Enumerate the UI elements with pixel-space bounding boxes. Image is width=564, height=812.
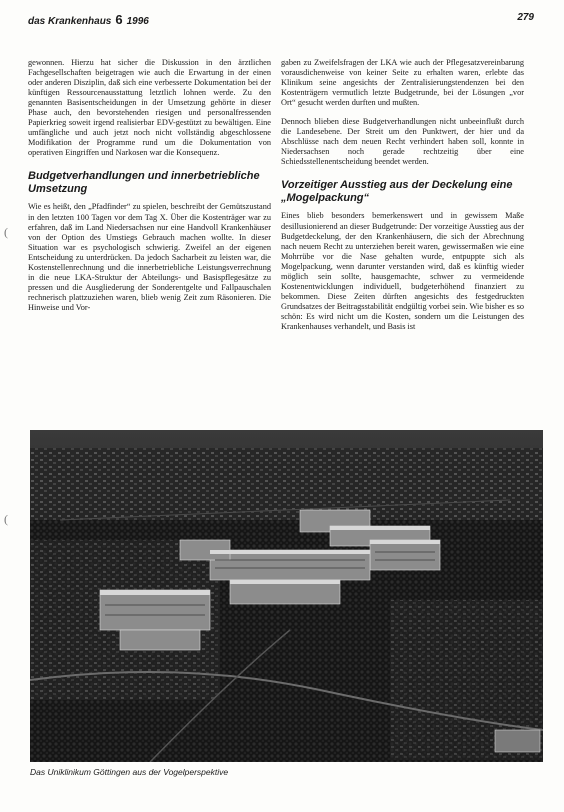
- issue-number: 6: [115, 12, 123, 27]
- issue-year: 1996: [126, 16, 149, 27]
- right-paragraph-3: Eines blieb besonders bemerkenswert und in gewissem Maße desillusionierend an dieser Budgetrunde: Der vorzeitige Ausstieg aus der Budgetdeckelung, der den Krankenhäusern, die sich der Abrechnung nach neuem Recht zu unterziehen bereit waren, gewissermaßen wie eine Mohrrübe vor die Nase gehalten wurde, entpuppte sich als Mogelpackung, wenn darunter verstanden wird, daß es künftig wieder möglich sein sollte, hausgemachte, schwer zu vermeidende Kostenentwicklungen individuell, budgeterhöhend finanziert zu bekommen. Diese Zeiten dürften angesichts des festgedruckten Grundsatzes der Beitragsstabilität endgültig vorbei sein. Wie bisher es so schön: Es wird nicht um die Kosten, sondern um die Leistungen des Krankenhauses verhandelt, und Basis ist: [281, 211, 524, 331]
- aerial-photo: [30, 430, 543, 762]
- journal-title: das Krankenhaus: [28, 16, 112, 27]
- photo-caption: Das Uniklinikum Göttingen aus der Vogelperspektive: [30, 767, 229, 777]
- left-paragraph-2: Wie es heißt, den „Pfadfinder“ zu spielen, beschreibt der Gemütszustand in den letzten 100 Tagen vor dem Tag X. Über die Kostenträger war zu erfahren, daß im Land Niedersachsen nur eine Handvoll Krankenhäuser von der Option des Umstiegs Gebrauch machen wollte. In dieser Situation war es psychologisch schwierig. Zweifel an der eigenen Entscheidung zu unterdrücken. Da jedoch Sacharbeit zu leisten war, die Kostenstellenrechnung und die innerbetriebliche Leistungsverrechnung in die neue LKA-Struktur der Abteilungs- und Basispflegesätze zu pressen und die Ausgliederung der Sonderentgelte und Fallpauschalen rechnerisch plattzuziehen waren, blieb wenig Zeit zum Räsonieren. Die Hinweise und Vor-: [28, 202, 271, 312]
- left-paragraph-1: gewonnen. Hierzu hat sicher die Diskussion in den ärztlichen Fachgesellschaften beigetragen wie auch die Erwartung in der einen oder anderen Disziplin, daß sich eine verbesserte Dokumentation bei der künftigen Ressourcenausstattung letztlich lohnen werde. Zu den genannten Basisentscheidungen in der Umsetzung gehörte in dieser Phase auch, den bevorstehenden riesigen und personalfressenden Papierkrieg soweit irgend realisierbar EDV-gestützt zu bewältigen. Eine umfängliche und auch jetzt noch nicht vollständig abgeschlossene Modifikation der Programme rund um die Dokumentation von operativen Eingriffen und Narkosen war die Konsequenz.: [28, 58, 271, 158]
- punch-hole-mark: (: [4, 512, 8, 526]
- left-column: [28, 58, 271, 322]
- running-head: [28, 12, 149, 27]
- section-heading-budget: Budgetverhandlungen und innerbetriebliche Umsetzung: [28, 170, 260, 196]
- punch-hole-mark: (: [4, 225, 8, 239]
- aerial-photo-illustration: [30, 430, 543, 762]
- section-heading-ausstieg: Vorzeitiger Ausstieg aus der Deckelung eine „Mogelpackung“: [281, 179, 513, 205]
- page-number: 279: [517, 12, 534, 23]
- page-header: [28, 10, 534, 26]
- right-paragraph-1: gaben zu Zweifelsfragen der LKA wie auch der Pflegesatzvereinbarung vorausdichenweise von keiner Seite zu erhalten waren, erlebte das Klinikum seine angesichts der Zentralisierungstendenzen bei den Kostenträgern vermutlich letzte Budgetrunde, bei der Lösungen „vor Ort“ gesucht werden durften und mußten.: [281, 58, 524, 108]
- right-column: [281, 58, 524, 341]
- right-paragraph-2: Dennoch blieben diese Budgetverhandlungen nicht unbeeinflußt durch die Landesebene. Der Streit um den Punktwert, der hier und da Abschlüsse nach dem neuen Recht verhindert haben soll, konnte in Niedersachsen noch gerade rechtzeitig über eine Schiedsstellenentscheidung beendet werden.: [281, 117, 524, 167]
